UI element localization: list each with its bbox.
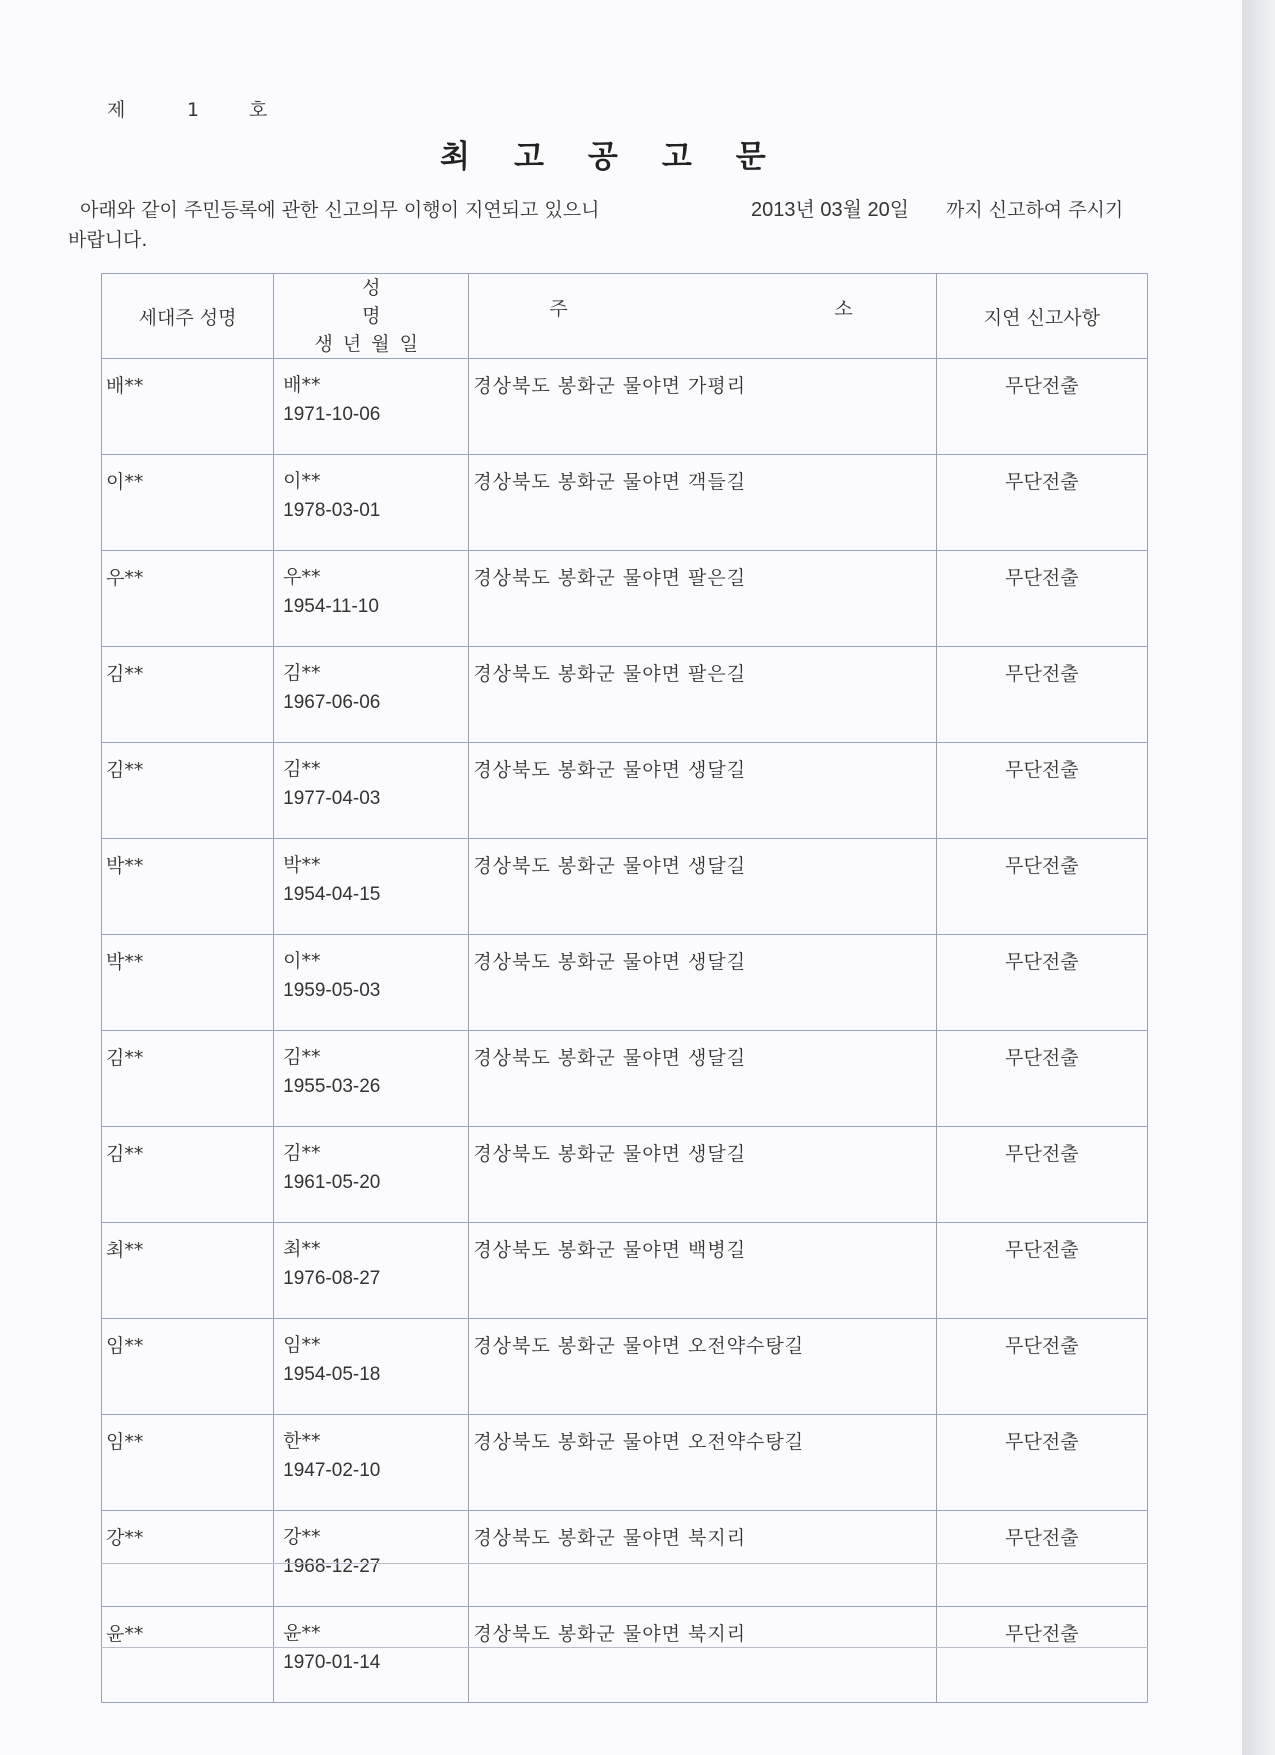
person-name: 강** xyxy=(283,1526,321,1548)
table-row xyxy=(102,935,1148,1031)
name-dob-cell xyxy=(274,743,469,839)
person-name: 윤** xyxy=(283,1622,321,1644)
address-cell: 경상북도 봉화군 물야면 팔은길 xyxy=(469,551,936,647)
birth-date: 1954-05-18 xyxy=(283,1364,381,1385)
report-item-cell: 무단전출 xyxy=(936,743,1147,839)
householder-cell: 임** xyxy=(102,1415,274,1511)
person-name: 이** xyxy=(283,950,321,972)
table-header-row xyxy=(102,274,1148,359)
birth-date: 1971-10-06 xyxy=(283,404,381,425)
householder-cell: 배** xyxy=(102,359,274,455)
birth-date: 1961-05-20 xyxy=(283,1172,381,1193)
report-item-cell: 무단전출 xyxy=(936,359,1147,455)
name-dob-cell xyxy=(274,1511,469,1607)
householder-cell: 박** xyxy=(102,935,274,1031)
report-item-cell: 무단전출 xyxy=(936,935,1147,1031)
householder-cell: 임** xyxy=(102,1319,274,1415)
document-number-prefix: 제 xyxy=(107,99,126,121)
report-item-cell: 무단전출 xyxy=(936,1223,1147,1319)
header-address xyxy=(469,274,936,359)
address-cell: 경상북도 봉화군 물야면 생달길 xyxy=(469,1127,936,1223)
name-dob-cell xyxy=(274,839,469,935)
document-number-suffix: 호 xyxy=(249,99,268,121)
birth-date: 1954-04-15 xyxy=(283,884,381,905)
person-name: 우** xyxy=(283,566,321,588)
table-row xyxy=(102,647,1148,743)
footer-rule-2 xyxy=(101,1647,1148,1648)
table-row xyxy=(102,1031,1148,1127)
address-cell: 경상북도 봉화군 물야면 오전약수탕길 xyxy=(469,1415,936,1511)
document-number xyxy=(107,95,267,122)
birth-date: 1968-12-27 xyxy=(283,1556,381,1577)
name-dob-cell xyxy=(274,1415,469,1511)
address-cell: 경상북도 봉화군 물야면 가평리 xyxy=(469,359,936,455)
table-row xyxy=(102,839,1148,935)
report-item-cell: 무단전출 xyxy=(936,1319,1147,1415)
birth-date: 1977-04-03 xyxy=(283,788,381,809)
person-name: 김** xyxy=(283,758,321,780)
header-name-dob xyxy=(274,274,469,359)
name-dob-cell xyxy=(274,551,469,647)
name-dob-cell xyxy=(274,455,469,551)
report-item-cell: 무단전출 xyxy=(936,1511,1147,1607)
name-dob-cell xyxy=(274,1127,469,1223)
person-name: 최** xyxy=(283,1238,321,1260)
report-item-cell: 무단전출 xyxy=(936,1127,1147,1223)
person-name: 김** xyxy=(283,662,321,684)
header-name-1: 성 xyxy=(362,277,451,299)
householder-cell: 김** xyxy=(102,1127,274,1223)
intro-part2: 까지 신고하여 주시기 xyxy=(946,199,1124,221)
table-row xyxy=(102,743,1148,839)
birth-date: 1970-01-14 xyxy=(283,1652,381,1673)
header-name-2: 명 xyxy=(362,305,451,327)
address-cell: 경상북도 봉화군 물야면 생달길 xyxy=(469,935,936,1031)
roster-body xyxy=(102,359,1148,1703)
document-title: 최고공고문 xyxy=(440,139,810,175)
report-item-cell: 무단전출 xyxy=(936,1607,1147,1703)
householder-cell: 김** xyxy=(102,1031,274,1127)
table-row xyxy=(102,1319,1148,1415)
header-report-item: 지연 신고사항 xyxy=(936,274,1147,359)
header-dob: 생년월일 xyxy=(314,333,428,355)
roster-table xyxy=(101,273,1148,1703)
address-cell: 경상북도 봉화군 물야면 생달길 xyxy=(469,743,936,839)
person-name: 임** xyxy=(283,1334,321,1356)
birth-date: 1947-02-10 xyxy=(283,1460,381,1481)
table-row xyxy=(102,1511,1148,1607)
address-cell: 경상북도 봉화군 물야면 생달길 xyxy=(469,839,936,935)
name-dob-cell xyxy=(274,1223,469,1319)
report-item-cell: 무단전출 xyxy=(936,455,1147,551)
name-dob-cell xyxy=(274,935,469,1031)
address-cell: 경상북도 봉화군 물야면 객들길 xyxy=(469,455,936,551)
report-item-cell: 무단전출 xyxy=(936,551,1147,647)
report-item-cell: 무단전출 xyxy=(936,647,1147,743)
scan-edge xyxy=(1242,0,1275,1755)
birth-date: 1955-03-26 xyxy=(283,1076,381,1097)
intro-line2: 바랍니다. xyxy=(68,229,148,251)
header-householder: 세대주 성명 xyxy=(102,274,274,359)
report-item-cell: 무단전출 xyxy=(936,1415,1147,1511)
person-name: 김** xyxy=(283,1046,321,1068)
table-row xyxy=(102,1223,1148,1319)
householder-cell: 우** xyxy=(102,551,274,647)
birth-date: 1978-03-01 xyxy=(283,500,381,521)
intro-part1: 아래와 같이 주민등록에 관한 신고의무 이행이 지연되고 있으니 xyxy=(80,199,600,221)
table-row xyxy=(102,1127,1148,1223)
address-cell: 경상북도 봉화군 물야면 생달길 xyxy=(469,1031,936,1127)
header-address-1: 주 xyxy=(549,298,568,320)
table-row xyxy=(102,1607,1148,1703)
document-number-value: 1 xyxy=(187,99,200,121)
table-row xyxy=(102,455,1148,551)
header-address-2: 소 xyxy=(834,298,853,320)
footer-rule-1 xyxy=(101,1563,1148,1564)
name-dob-cell xyxy=(274,647,469,743)
householder-cell: 강** xyxy=(102,1511,274,1607)
name-dob-cell xyxy=(274,359,469,455)
birth-date: 1954-11-10 xyxy=(283,596,379,617)
deadline-date: 2013년 03월 20일 xyxy=(751,199,910,221)
address-cell: 경상북도 봉화군 물야면 북지리 xyxy=(469,1511,936,1607)
address-cell: 경상북도 봉화군 물야면 북지리 xyxy=(469,1607,936,1703)
table-row xyxy=(102,551,1148,647)
householder-cell: 최** xyxy=(102,1223,274,1319)
name-dob-cell xyxy=(274,1319,469,1415)
householder-cell: 윤** xyxy=(102,1607,274,1703)
address-cell: 경상북도 봉화군 물야면 오전약수탕길 xyxy=(469,1319,936,1415)
report-item-cell: 무단전출 xyxy=(936,1031,1147,1127)
householder-cell: 박** xyxy=(102,839,274,935)
table-row xyxy=(102,1415,1148,1511)
person-name: 이** xyxy=(283,470,321,492)
report-item-cell: 무단전출 xyxy=(936,839,1147,935)
person-name: 배** xyxy=(283,374,321,396)
name-dob-cell xyxy=(274,1031,469,1127)
person-name: 박** xyxy=(283,854,321,876)
name-dob-cell xyxy=(274,1607,469,1703)
table-row xyxy=(102,359,1148,455)
person-name: 한** xyxy=(283,1430,321,1452)
address-cell: 경상북도 봉화군 물야면 백병길 xyxy=(469,1223,936,1319)
address-cell: 경상북도 봉화군 물야면 팔은길 xyxy=(469,647,936,743)
person-name: 김** xyxy=(283,1142,321,1164)
birth-date: 1976-08-27 xyxy=(283,1268,381,1289)
birth-date: 1967-06-06 xyxy=(283,692,381,713)
householder-cell: 김** xyxy=(102,647,274,743)
birth-date: 1959-05-03 xyxy=(283,980,381,1001)
householder-cell: 김** xyxy=(102,743,274,839)
householder-cell: 이** xyxy=(102,455,274,551)
